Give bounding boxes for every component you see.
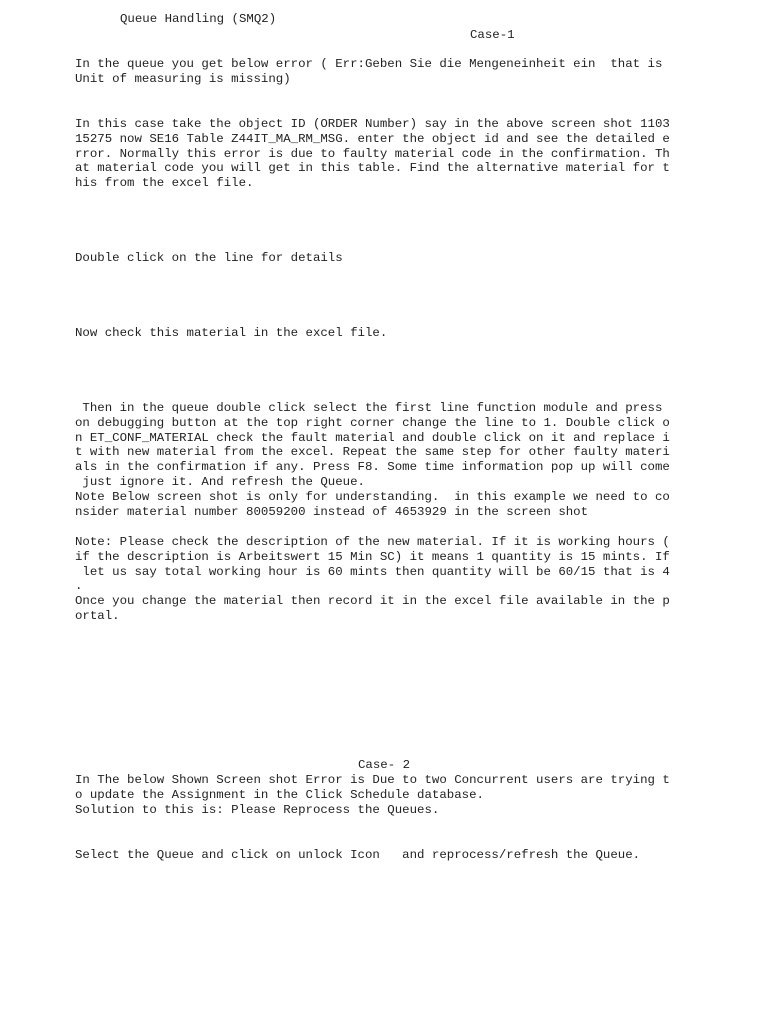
- text-line: In this case take the object ID (ORDER Number) say in the above screen shot 1103: [75, 117, 670, 131]
- text-line: .: [75, 579, 83, 594]
- text-line: just ignore it. And refresh the Queue.: [75, 474, 365, 489]
- case-1-label: Case-1: [470, 28, 515, 42]
- text-line: Then in the queue double click select the first line function module and press: [75, 401, 663, 415]
- text-line: als in the confirmation if any. Press F8. Some time information pop up will come: [75, 460, 670, 475]
- text-line: Note: Please check the description of the new material. If it is working hours (: [75, 535, 670, 549]
- text-line: Once you change the material then record it in the excel file available in the p: [75, 594, 670, 609]
- text-line: ortal.: [75, 608, 120, 623]
- text-line: Unit of measuring is missing): [75, 71, 291, 86]
- quantity-note-paragraph: [75, 535, 675, 624]
- text-line: Note Below screen shot is only for understanding. in this example we need to co: [75, 489, 670, 504]
- check-material-instruction: Now check this material in the excel file.: [75, 326, 388, 340]
- text-line: In The below Shown Screen shot Error is Due to two Concurrent users are trying t: [75, 773, 670, 787]
- text-line: 15275 now SE16 Table Z44IT_MA_RM_MSG. enter the object id and see the detailed e: [75, 131, 670, 146]
- object-id-instructions-paragraph: [75, 117, 675, 191]
- unlock-instruction: Select the Queue and click on unlock Icon and reprocess/refresh the Queue.: [75, 848, 641, 862]
- concurrent-users-paragraph: [75, 773, 675, 817]
- text-line: Solution to this is: Please Reprocess the Queues.: [75, 802, 440, 817]
- text-line: o update the Assignment in the Click Schedule database.: [75, 787, 484, 802]
- error-description-paragraph: [75, 57, 675, 87]
- text-line: let us say total working hour is 60 mints then quantity will be 60/15 that is 4: [75, 564, 670, 579]
- case-2-label: Case- 2: [358, 758, 411, 772]
- text-line: rror. Normally this error is due to faulty material code in the confirmation. Th: [75, 146, 670, 161]
- text-line: on debugging button at the top right corner change the line to 1. Double click o: [75, 415, 670, 430]
- text-line: n ET_CONF_MATERIAL check the fault material and double click on it and replace i: [75, 430, 670, 445]
- document-title: Queue Handling (SMQ2): [120, 12, 277, 26]
- text-line: t with new material from the excel. Repeat the same step for other faulty materi: [75, 445, 670, 460]
- debugging-instructions-paragraph: [75, 401, 675, 519]
- text-line: at material code you will get in this table. Find the alternative material for t: [75, 161, 670, 176]
- text-line: In the queue you get below error ( Err:Geben Sie die Mengeneinheit ein that is: [75, 57, 663, 71]
- text-line: his from the excel file.: [75, 176, 254, 191]
- text-line: if the description is Arbeitswert 15 Min SC) it means 1 quantity is 15 mints. If: [75, 549, 670, 564]
- double-click-instruction: Double click on the line for details: [75, 251, 343, 265]
- text-line: nsider material number 80059200 instead of 4653929 in the screen shot: [75, 504, 589, 519]
